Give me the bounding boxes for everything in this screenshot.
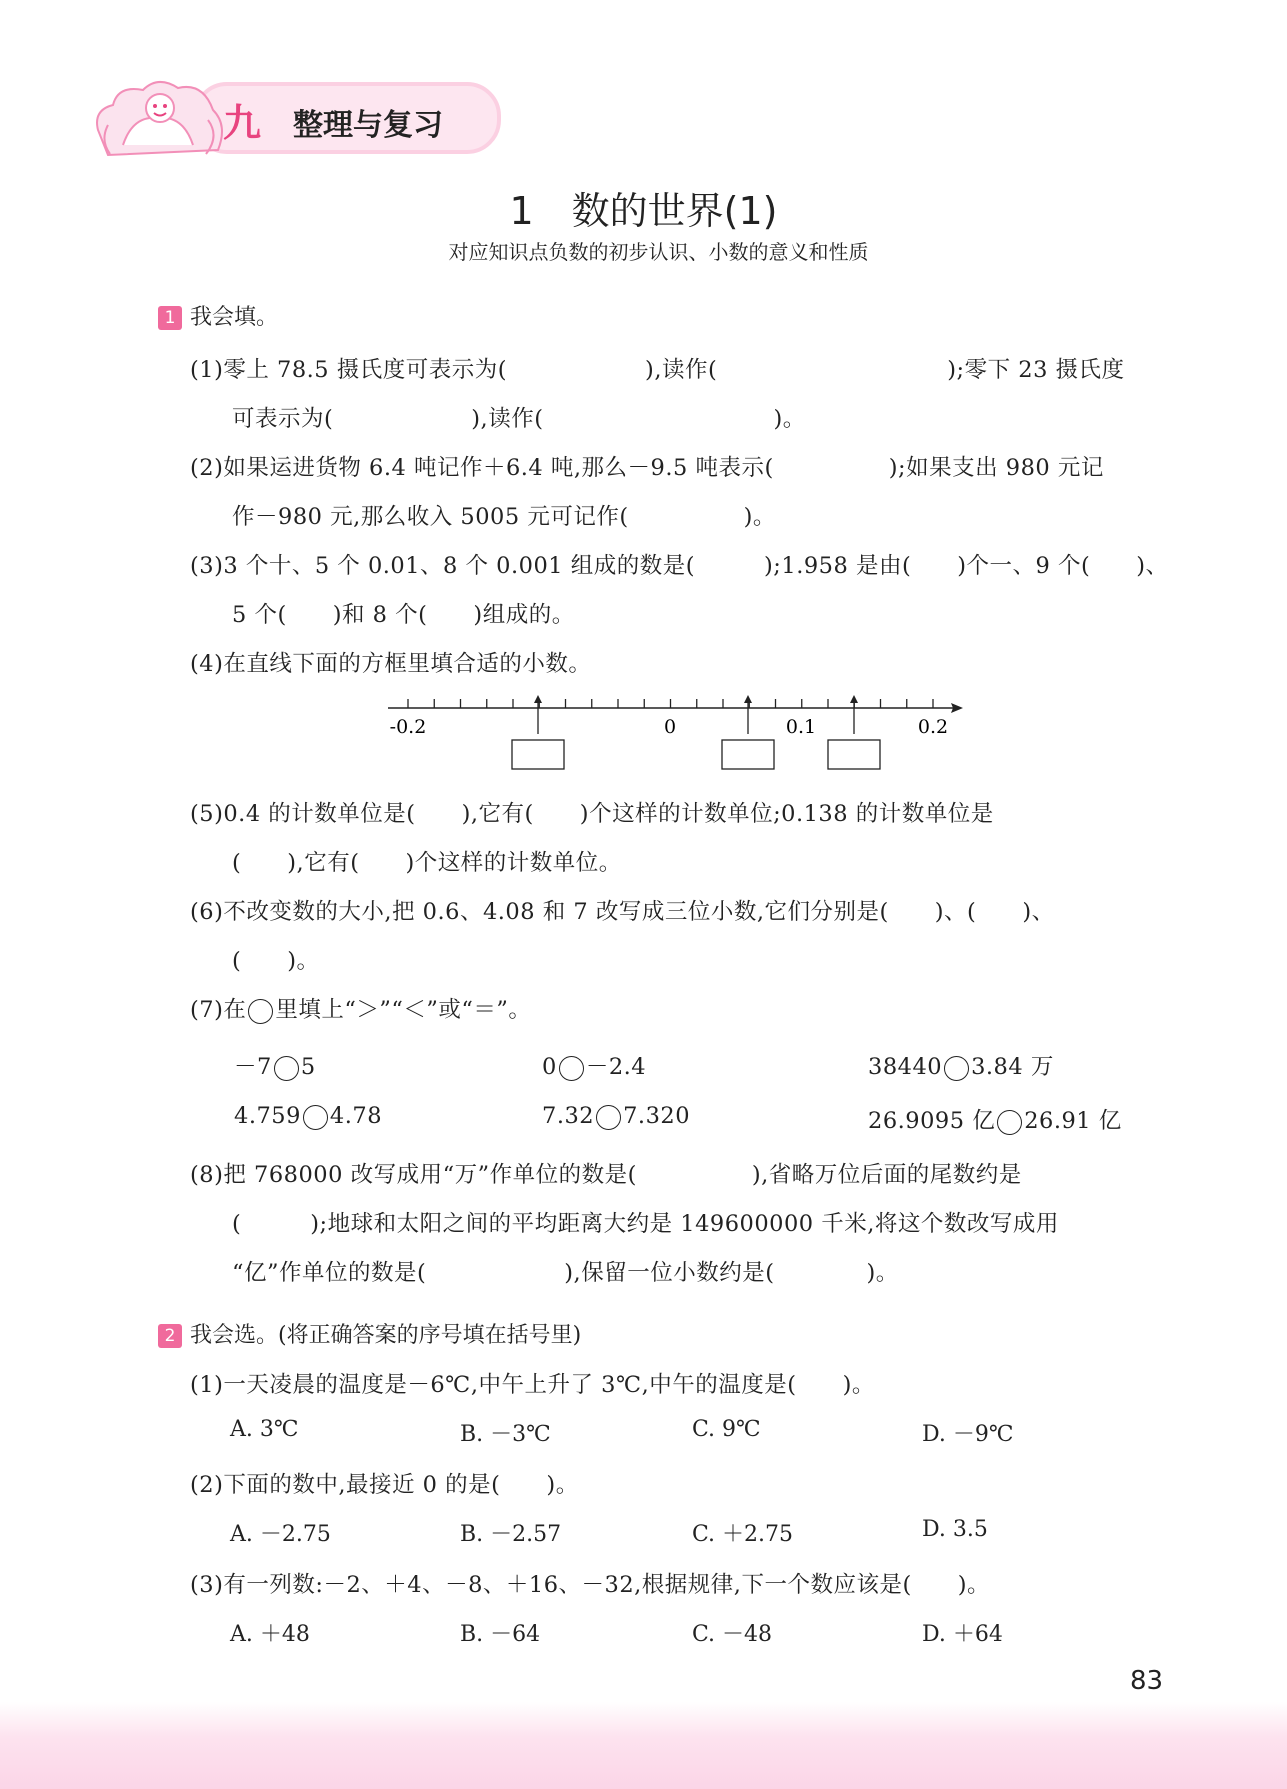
q2-2-stem: (2)下面的数中,最接近 0 的是( )。 — [190, 1472, 579, 1498]
option-b[interactable]: B. －64 — [460, 1622, 541, 1647]
chapter-title: 整理与复习 — [293, 108, 443, 143]
arrow-up-icon — [850, 695, 858, 703]
lesson-subtitle: 对应知识点负数的初步认识、小数的意义和性质 — [448, 240, 869, 264]
compare-item — [234, 1103, 382, 1130]
option-d[interactable]: D. ＋64 — [922, 1622, 1003, 1647]
option-a[interactable]: A. 3℃ — [230, 1417, 299, 1442]
lesson-title: 1 数的世界(1) — [509, 189, 778, 233]
compare-circle[interactable] — [997, 1110, 1022, 1135]
option-b[interactable]: B. －2.57 — [460, 1522, 562, 1547]
compare-right: 7.320 — [623, 1103, 691, 1129]
compare-circle[interactable] — [559, 1056, 584, 1081]
q1-8-line2: ( );地球和太阳之间的平均距离大约是 149600000 千米,将这个数改写成用 — [232, 1211, 1059, 1237]
option-c[interactable]: C. ＋2.75 — [692, 1522, 794, 1547]
q1-1-line1: (1)零上 78.5 摄氏度可表示为( ),读作( );零下 23 摄氏度 — [190, 357, 1125, 383]
q1-7-text-b: 里填上“＞”“＜”或“＝”。 — [275, 997, 532, 1023]
compare-item — [868, 1049, 1054, 1081]
q1-6-line1: (6)不改变数的大小,把 0.6、4.08 和 7 改写成三位小数,它们分别是( )、( )、 — [190, 899, 1055, 925]
compare-item — [542, 1049, 646, 1081]
q1-5-line1: (5)0.4 的计数单位是( ),它有( )个这样的计数单位;0.138 的计数单位是 — [190, 801, 994, 827]
compare-circle[interactable] — [944, 1056, 969, 1081]
number-line — [380, 690, 970, 800]
compare-circle[interactable] — [596, 1105, 621, 1130]
q2-3-stem: (3)有一列数:－2、＋4、－8、＋16、－32,根据规律,下一个数应该是( )。 — [190, 1572, 991, 1598]
q1-1-line2: 可表示为( ),读作( )。 — [232, 406, 806, 432]
option-c[interactable]: C. 9℃ — [692, 1417, 761, 1442]
compare-item — [542, 1103, 690, 1130]
option-d[interactable]: D. －9℃ — [922, 1422, 1014, 1447]
section-badge: 2 — [158, 1324, 182, 1348]
section-title: 我会选。(将正确答案的序号填在括号里) — [190, 1323, 582, 1348]
q1-8-line3: “亿”作单位的数是( ),保留一位小数约是( )。 — [232, 1260, 899, 1286]
q1-2-line2: 作－980 元,那么收入 5005 元可记作( )。 — [232, 504, 776, 530]
q1-2-line1: (2)如果运进货物 6.4 吨记作＋6.4 吨,那么－9.5 吨表示( );如果支出 980 元记 — [190, 455, 1104, 481]
section-badge: 1 — [158, 306, 182, 330]
tick-label: 0.2 — [917, 716, 949, 738]
compare-left: 26.9095 亿 — [868, 1108, 996, 1134]
compare-right: 3.84 万 — [971, 1054, 1054, 1080]
page-number: 83 — [1130, 1666, 1164, 1696]
compare-right: 26.91 亿 — [1024, 1108, 1122, 1134]
q1-6-line2: ( )。 — [232, 948, 320, 974]
q1-3-line2: 5 个( )和 8 个( )组成的。 — [232, 602, 575, 628]
chapter-banner — [88, 70, 498, 162]
chapter-number: 九 — [223, 101, 262, 145]
section-title: 我会填。 — [190, 305, 279, 330]
compare-left: 7.32 — [542, 1103, 595, 1129]
option-a[interactable]: A. ＋48 — [230, 1622, 310, 1647]
q1-8-line1: (8)把 768000 改写成用“万”作单位的数是( ),省略万位后面的尾数约是 — [190, 1162, 1022, 1188]
answer-box-3[interactable] — [828, 740, 880, 769]
compare-item — [234, 1049, 316, 1081]
tick-label: 0 — [663, 716, 677, 738]
arrow-up-icon — [744, 695, 752, 703]
tick-label: -0.2 — [389, 716, 427, 738]
compare-circle-icon — [248, 999, 273, 1024]
compare-circle[interactable] — [303, 1105, 328, 1130]
compare-right: －2.4 — [585, 1054, 647, 1080]
q1-4-line1: (4)在直线下面的方框里填合适的小数。 — [190, 651, 592, 677]
compare-item — [868, 1103, 1122, 1135]
option-d[interactable]: D. 3.5 — [922, 1517, 988, 1542]
compare-left: 0 — [542, 1054, 557, 1080]
tick-label: 0.1 — [785, 716, 817, 738]
option-a[interactable]: A. －2.75 — [230, 1522, 331, 1547]
q1-3-line1: (3)3 个十、5 个 0.01、8 个 0.001 组成的数是( );1.958 是由( )个一、9 个( )、 — [190, 553, 1169, 579]
option-b[interactable]: B. －3℃ — [460, 1422, 551, 1447]
compare-circle[interactable] — [274, 1056, 299, 1081]
section-1-heading — [158, 300, 278, 331]
compare-left: 38440 — [868, 1054, 943, 1080]
q1-7-line1 — [190, 992, 531, 1024]
option-c[interactable]: C. －48 — [692, 1622, 773, 1647]
answer-box-2[interactable] — [722, 740, 774, 769]
q1-5-line2: ( ),它有( )个这样的计数单位。 — [232, 850, 622, 876]
compare-right: 5 — [300, 1054, 316, 1080]
mascot-icon — [88, 70, 238, 162]
compare-left: 4.759 — [234, 1103, 301, 1129]
answer-box-1[interactable] — [512, 740, 564, 769]
footer-band — [0, 1702, 1287, 1789]
q2-1-stem: (1)一天凌晨的温度是－6℃,中午上升了 3℃,中午的温度是( )。 — [190, 1372, 875, 1398]
q1-7-text-a: (7)在 — [190, 997, 247, 1023]
compare-right: 4.78 — [329, 1103, 383, 1129]
section-2-heading — [158, 1318, 581, 1349]
compare-left: －7 — [234, 1054, 272, 1080]
arrow-up-icon — [534, 695, 542, 703]
